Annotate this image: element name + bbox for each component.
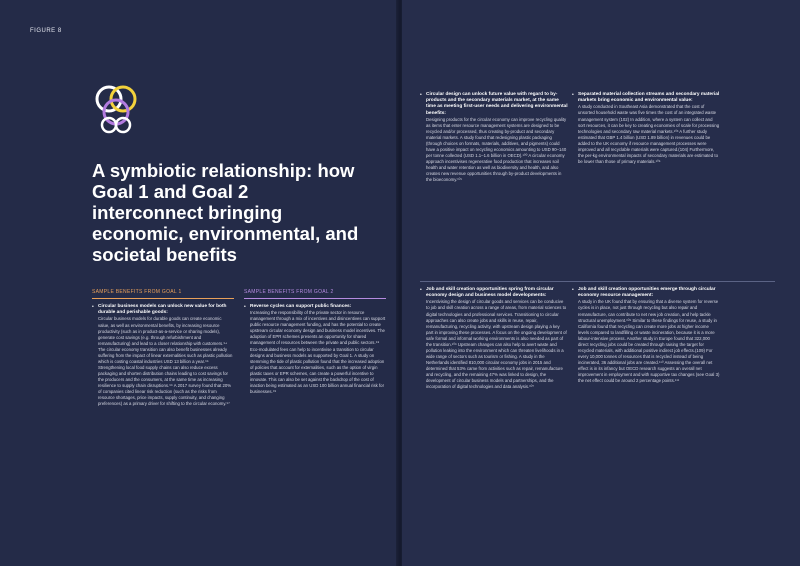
goal2-item-body: Increasing the responsibility of the private sector in resource management through a mix of incentives and disincentives can support public resource management funding, and has the potential to create upstream circular economy design and business model incentives. The adoption of EPR schemes presents an opportunity for shared management of resources between the private and public sectors.⁹⁸ Eco-modulated fees can help to incentivise a transition to circular designs and business models as supported by Goal 1. A study on stemming the tide of plastic pollution found that the increased adoption of policies that account for externalities, such as the option of virgin plastic taxes or EPR schemes, can create a powerful incentive to innovate. This can also be set against the backdrop of the cost of inaction being estimated as an USD 100 billion annual financial risk for businesses.⁹⁹ [250, 310, 386, 394]
page-title: A symbiotic relationship: how Goal 1 and Goal 2 interconnect bringing economic, environmental, and societal benefits [92, 160, 359, 265]
bullet-icon: • [572, 92, 574, 98]
right-item-3 [420, 287, 568, 390]
three-interlocking-rings-icon [88, 80, 144, 136]
goal2-item-title: Reverse cycles can support public finances: [250, 304, 352, 310]
bullet-icon: • [572, 287, 574, 293]
right-item-2 [572, 92, 720, 165]
goal1-heading: SAMPLE BENEFITS FROM GOAL 1 [92, 289, 234, 299]
goal1-column [92, 289, 234, 407]
goal2-heading: SAMPLE BENEFITS FROM GOAL 2 [244, 289, 386, 299]
right-page [402, 0, 800, 566]
bullet-icon: • [244, 304, 246, 311]
bullet-icon: • [420, 92, 422, 98]
item-body: A study in the UK found that by ensuring that a diverse system for reverse cycles is in place, not just through recycling but also repair and remanufacture, can contribute to net new job creation, and help tackle structural unemployment.¹⁰⁸ Similar to these findings for reuse, a study in California found that recycling can create more jobs at higher income levels compared to landfilling or waste incineration, because it is a more labour-intensive process. Another study in Europe found that 322,000 direct recycling jobs could be created through raising the target for recycled materials, with additional positive indirect job effects.(109) For every 10,000 tonnes of resources that is recycled instead of being incinerated, 36 additional jobs are created.¹¹⁰ Assessing the overall net effect is in its infancy but OECD research suggests an overall net improvement in employment and with supportive tax changes (see Goal 3) the net effect could be around 2 percentage points.¹¹¹ [578, 299, 720, 384]
item-title: Circular design can unlock future value with regard to by-products and the secondary materials market, at the same time as meeting first-user needs and delivering environmental benefits: [426, 92, 568, 116]
item-body: A study conducted in Southeast Asia demonstrated that the cost of unsorted household waste was five times the cost of an integrated waste management system (102) In addition, where a system can collect and sort resources, it can be key to creating economies of scale for processing technologies and secondary raw material markets.¹⁰³ A further study estimated that GBP 1.4 billion (USD 1.89 billion) in revenues could be added to the UK economy if resource management processes were improved and all recyclable materials were captured.(104) Furthermore, the per-kg environmental impacts of secondary materials are estimated to be lower than those of primary materials.¹⁰⁵ [578, 104, 720, 164]
goal1-item-title: Circular business models can unlock new value for both durable and perishable goods: [98, 304, 227, 316]
list-item [420, 287, 568, 390]
item-body: Incentivising the design of circular goods and services can be conducive to job and skill creation across a range of areas, from material sciences to digital technologies and professional services. Transitioning to circular approaches can also create jobs and skills in reuse, repair, remanufacturing, recycling activity, with upstream design playing a key part in improving these processes. A focus on the ongoing development of safe formal and informal working environments is also needed as part of the transition.¹⁰⁶ Upstream changes can also help to avert waste and pollution leaking into the environment which can threaten livelihoods in a wide range of sectors such as tourism or fishing. A study in the Netherlands identified 810,000 circular economy jobs in 2015 and determined that 53% came from activities such as repair, remanufacture and recycling, and the remaining 47% was linked to design, the development of circular business models and partnerships, and the incorporation of digital technologies and data analysis.¹⁰⁷ [426, 299, 567, 390]
bullet-icon: • [92, 304, 94, 311]
left-page [0, 0, 398, 566]
goal1-item [92, 304, 234, 407]
item-title: Separated material collection streams and secondary material markets bring economic and environmental value: [578, 92, 720, 104]
item-title: Job and skill creation opportunities spring from circular economy design and business model developments: [426, 287, 554, 299]
goal1-item-body: Circular business models for durable goods can create economic value, as well as environmental benefits, by increasing resource productivity (such as in product-as-a-service or sharing models), generate cost savings (e.g. through refurbishment and remanufacturing) and lead to a closer relationship with customers.⁹⁴ The circular economy transition can also benefit businesses already suffering from the impact of linear externalities such as plastic pollution which is costing coastal industries USD 13 billion a year.⁹⁵ Strengthening local food supply chains can also reduce excess packaging and shorten distribution chains leading to cost savings for the producers and the consumers, at the same time as increasing resilience to supply chain disruptions.⁹⁶ A 2017 survey found that 20% of companies cited linear risk reduction (such as the risks from resource shortages, price impacts, supply continuity, and changing preferences) as a primary driver for shifting to the circular economy.⁹⁷ [98, 316, 233, 407]
item-body: Designing products for the circular economy can improve recycling quality as items that enter resource management systems are designed to be recycled and/or processed, thus creating by-product and secondary material markets. A study found that redesigning plastic packaging (through choices on formats, materials, additives, and pigments) could have a positive impact on recycling economics amounting to USD 90–140 per tonne collected (USD 1.1–1.6 billion in OECD).¹⁰⁰ A circular economy approach incentivises regenerative food production that increases soil health and water retention as well as biodiversity and health, and also creates new revenue opportunities through by-product developments in the bioeconomy.¹⁰¹ [426, 116, 567, 183]
figure-label: FIGURE 8 [30, 28, 62, 34]
right-item-4 [572, 287, 720, 384]
goal2-column [244, 289, 386, 395]
right-item-1 [420, 92, 568, 183]
item-title: Job and skill creation opportunities emerge through circular economy resource management: [578, 287, 716, 299]
list-item [420, 92, 568, 183]
bullet-icon: • [420, 287, 422, 293]
list-item [572, 92, 720, 165]
section-divider [420, 281, 775, 282]
goal2-item [244, 304, 386, 395]
list-item [572, 287, 720, 384]
